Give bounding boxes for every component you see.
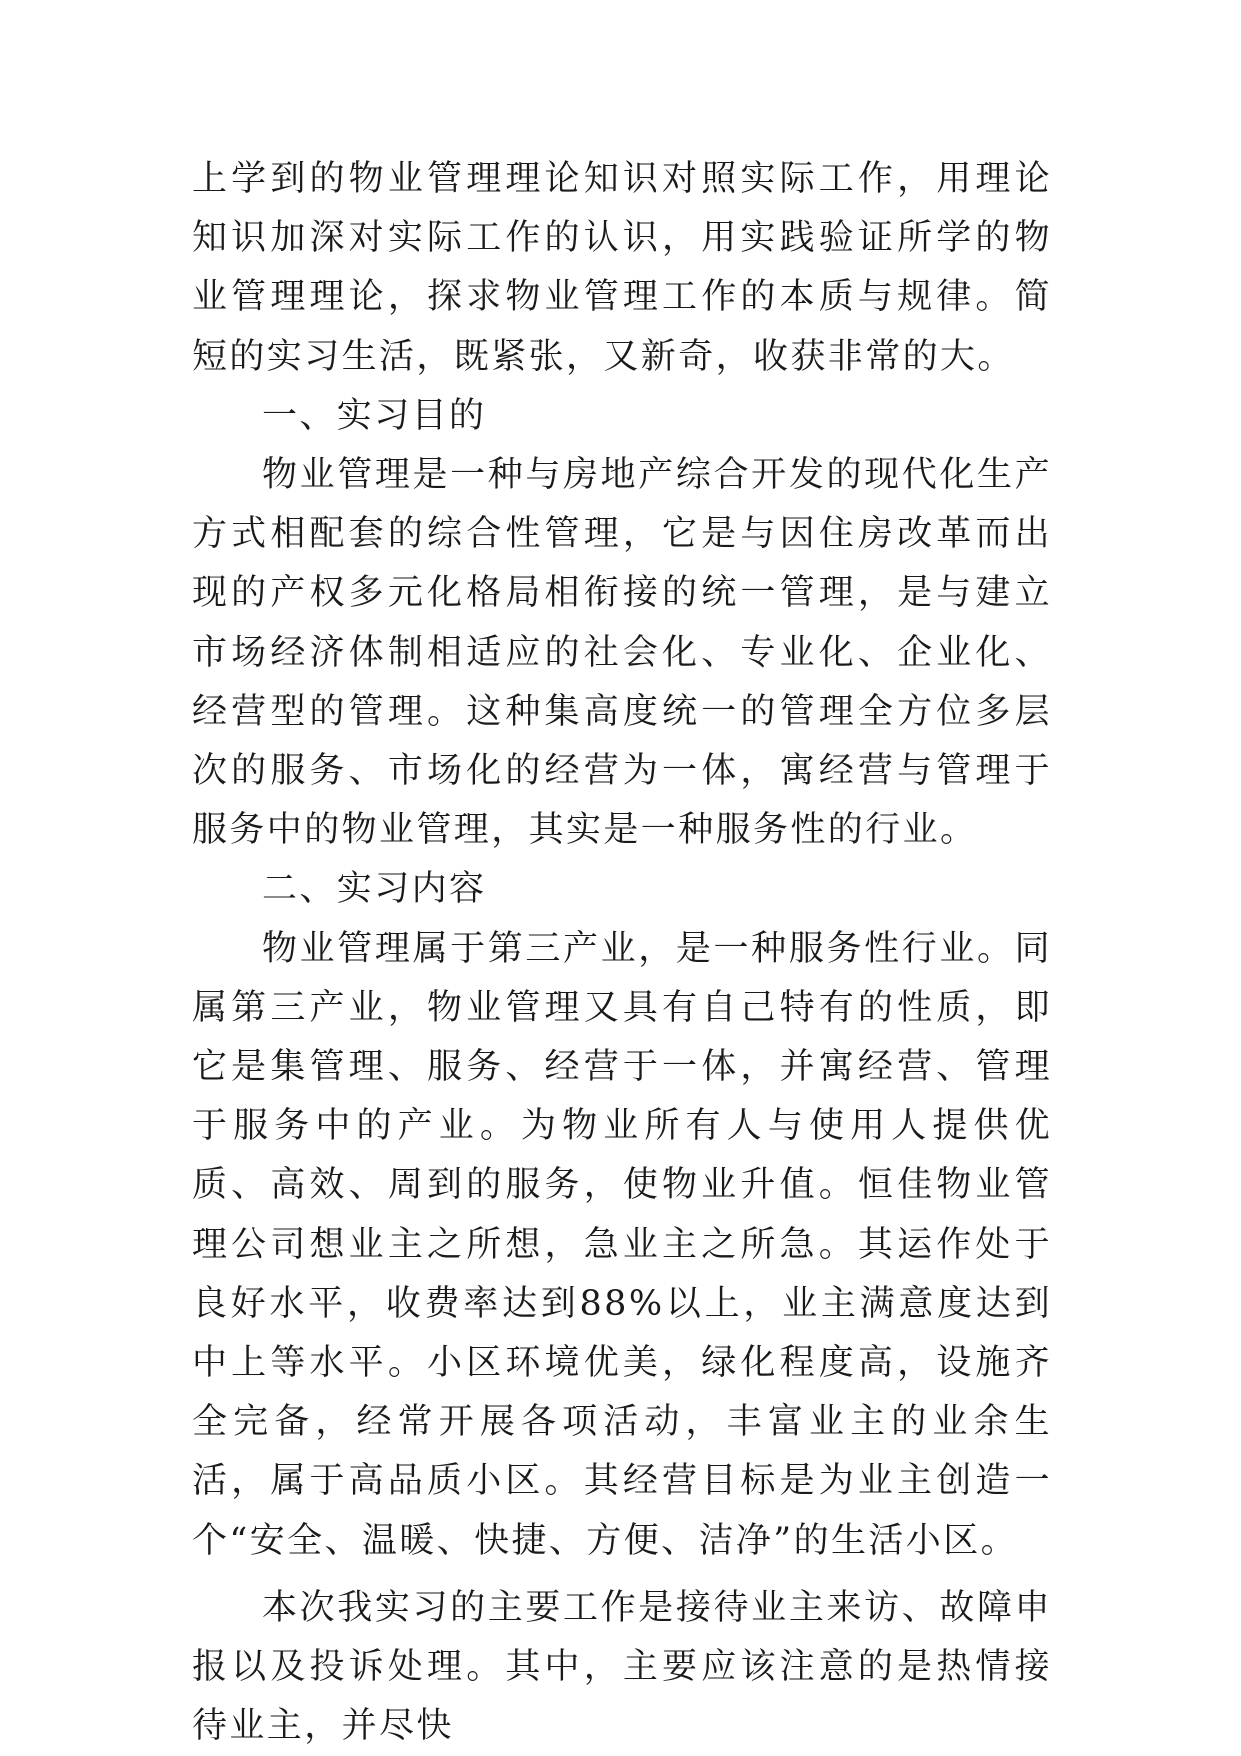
paragraph-purpose: 物业管理是一种与房地产综合开发的现代化生产方式相配套的综合性管理，它是与因住房改革而出现的产权多元化格局相衔接的统一管理，是与建立市场经济体制相适应的社会化、专业化、企业化、经营型的管理。这种集高度统一的管理全方位多层次的服务、市场化的经营为一体，寓经营与管理于服务中的物业管理，其实是一种服务性的行业。 xyxy=(192,455,1052,851)
section-heading-purpose: 一、实习目的 xyxy=(262,395,487,436)
paragraph-continuation: 上学到的物业管理理论知识对照实际工作，用理论知识加深对实际工作的认识，用实践验证所学的物业管理理论，探求物业管理工作的本质与规律。简短的实习生活，既紧张，又新奇，收获非常的大。 xyxy=(192,159,1052,377)
section-heading-content: 二、实习内容 xyxy=(262,869,487,910)
paragraph-content: 物业管理属于第三产业，是一种服务性行业。同属第三产业，物业管理又具有自己特有的性质，即它是集管理、服务、经营于一体，并寓经营、管理于服务中的产业。为物业所有人与使用人提供优质、高效、周到的服务，使物业升值。恒佳物业管理公司想业主之所想，急业主之所急。其运作处于良好水平，收费率达到88%以上，业主满意度达到中上等水平。小区环境优美，绿化程度高，设施齐全完备，经常开展各项活动，丰富业主的业余生活，属于高品质小区。其经营目标是为业主创造一个“安全、温暖、快捷、方便、洁净”的生活小区。 xyxy=(192,928,1052,1561)
document-body xyxy=(192,150,1052,1756)
paragraph-work: 本次我实习的主要工作是接待业主来访、故障申报以及投诉处理。其中，主要应该注意的是热情接待业主，并尽快 xyxy=(192,1587,1052,1747)
